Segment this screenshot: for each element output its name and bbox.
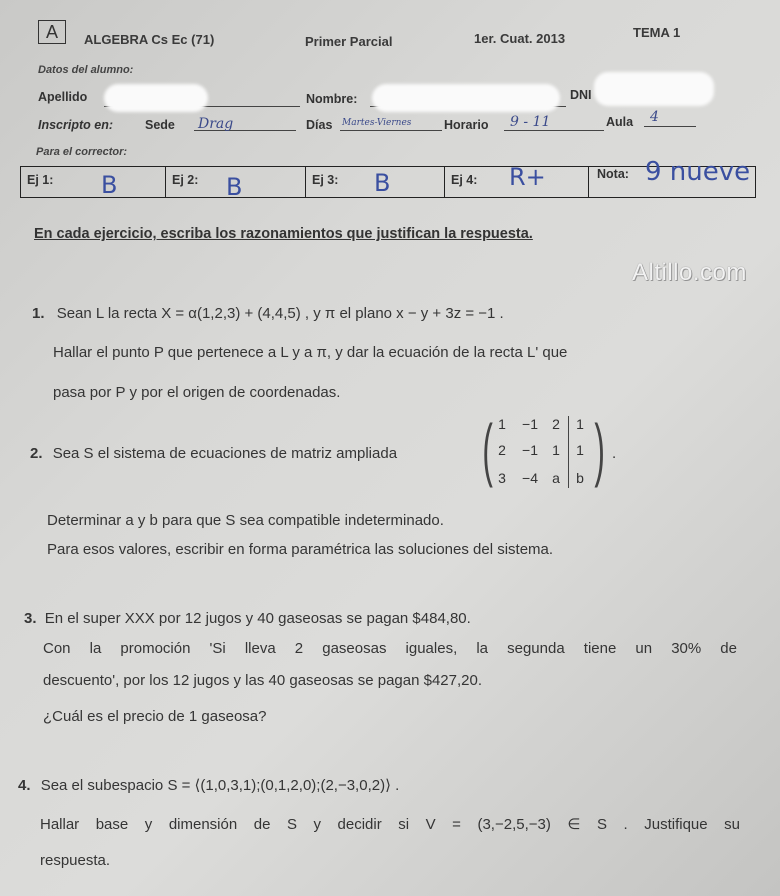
matrix-augment-bar xyxy=(568,416,569,488)
problem-4-line-2 xyxy=(40,815,740,833)
aula-value: 4 xyxy=(650,109,659,125)
dni-label: DNI xyxy=(570,88,592,102)
matrix-left-paren: ( xyxy=(482,410,493,488)
problem-4-line-3: respuesta. xyxy=(40,852,111,869)
dias-value: Martes-Viernes xyxy=(342,118,412,128)
redaction-apellido xyxy=(104,84,208,112)
grade-value: 9 nueve xyxy=(645,157,751,187)
problem-4-text: Sea el subespacio S = ⟨(1,0,3,1);(0,1,2,0);(2,−3,0,2)⟩ . xyxy=(40,777,400,794)
problem-4-number: 4. xyxy=(18,777,31,794)
problem-1-number: 1. xyxy=(32,305,45,322)
grade-label: Ej 4: xyxy=(451,173,478,187)
problem-3-line-2 xyxy=(43,640,737,657)
dias-label: Días xyxy=(306,118,333,132)
grade-label: Ej 2: xyxy=(172,173,199,187)
grade-value: R+ xyxy=(509,163,546,191)
redaction-dni xyxy=(594,72,714,106)
grade-table xyxy=(20,157,756,201)
corrector-section-label: Para el corrector: xyxy=(36,146,128,158)
redaction-nombre xyxy=(372,84,560,112)
apellido-label: Apellido xyxy=(38,90,88,104)
problem-3-text-2: Con la promoción 'Si lleva 2 gaseosas iguales, la segunda tiene un 30% de xyxy=(43,640,737,657)
matrix-cell: −1 xyxy=(522,442,538,458)
problem-3-line-1 xyxy=(24,610,471,627)
matrix-cell: 2 xyxy=(498,442,506,458)
grade-label: Ej 1: xyxy=(27,173,54,187)
matrix-cell: 1 xyxy=(552,442,560,458)
exam-period: 1er. Cuat. 2013 xyxy=(474,31,566,46)
watermark: Altillo.com xyxy=(632,259,747,286)
matrix-cell: 1 xyxy=(576,442,584,458)
problem-3-number: 3. xyxy=(24,610,37,627)
sede-value: Drag xyxy=(198,116,234,132)
problem-2-number: 2. xyxy=(30,445,43,462)
nombre-label: Nombre: xyxy=(306,92,358,106)
problem-2-text: Sea S el sistema de ecuaciones de matriz ampliada xyxy=(52,445,398,462)
matrix-cell: 1 xyxy=(498,416,506,432)
grade-cell-ej3[interactable] xyxy=(306,167,445,197)
grade-label: Nota: xyxy=(597,167,629,181)
tema-letter: A xyxy=(45,22,58,42)
problem-3-line-4: ¿Cuál es el precio de 1 gaseosa? xyxy=(43,708,267,725)
problem-4-line-1 xyxy=(18,776,399,794)
grade-label: Ej 3: xyxy=(312,173,339,187)
horario-label: Horario xyxy=(444,118,489,132)
grade-value: B xyxy=(101,171,118,199)
grade-cell-nota[interactable] xyxy=(589,157,755,197)
aula-label: Aula xyxy=(606,115,634,129)
matrix-cell: −4 xyxy=(522,470,538,486)
grade-cell-ej2[interactable] xyxy=(166,167,306,201)
instructions: En cada ejercicio, escriba los razonamientos que justifican la respuesta. xyxy=(34,226,533,242)
matrix-cell: b xyxy=(576,470,584,486)
problem-1-text: Sean L la recta X = α(1,2,3) + (4,4,5) , y π el plano x − y + 3z = −1 . xyxy=(56,305,504,322)
matrix-cell: 2 xyxy=(552,416,560,432)
problem-1-line-1 xyxy=(32,305,504,322)
horario-value: 9 - 11 xyxy=(510,114,551,130)
problem-2-line-3: Para esos valores, escribir en forma paramétrica las soluciones del sistema. xyxy=(47,541,554,558)
augmented-matrix xyxy=(484,412,610,492)
matrix-period: . xyxy=(612,445,617,462)
problem-2-line-2: Determinar a y b para que S sea compatible indeterminado. xyxy=(47,512,444,529)
tema-label: TEMA 1 xyxy=(633,25,681,40)
problem-3-line-3: descuento', por los 12 jugos y las 40 gaseosas se pagan $427,20. xyxy=(43,672,483,689)
grade-cell-ej4[interactable] xyxy=(445,163,589,197)
matrix-cell: −1 xyxy=(522,416,538,432)
grade-value: B xyxy=(226,173,243,201)
tema-letter-box xyxy=(38,20,66,44)
exam-name: Primer Parcial xyxy=(305,34,393,49)
matrix-right-paren: ) xyxy=(594,410,605,488)
grade-cell-ej1[interactable] xyxy=(21,167,166,197)
problem-1-line-2: Hallar el punto P que pertenece a L y a π, y dar la ecuación de la recta L' que xyxy=(53,344,568,361)
grade-value: B xyxy=(374,169,391,197)
matrix-cell: 3 xyxy=(498,470,506,486)
problem-1-line-3: pasa por P y por el origen de coordenadas. xyxy=(53,384,341,401)
matrix-cell: 1 xyxy=(576,416,584,432)
student-section-label: Datos del alumno: xyxy=(38,64,134,76)
inscripto-label: Inscripto en: xyxy=(38,118,114,132)
matrix-cell: a xyxy=(552,470,560,486)
course-name: ALGEBRA Cs Ec (71) xyxy=(84,32,215,47)
problem-3-text: En el super XXX por 12 jugos y 40 gaseosas se pagan $484,80. xyxy=(44,610,471,627)
problem-4-text-2: Hallar base y dimensión de S y decidir si V = (3,−2,5,−3) ∈ S . Justifique su xyxy=(40,816,740,833)
sede-label: Sede xyxy=(145,118,175,132)
problem-2-line-1 xyxy=(30,445,397,462)
